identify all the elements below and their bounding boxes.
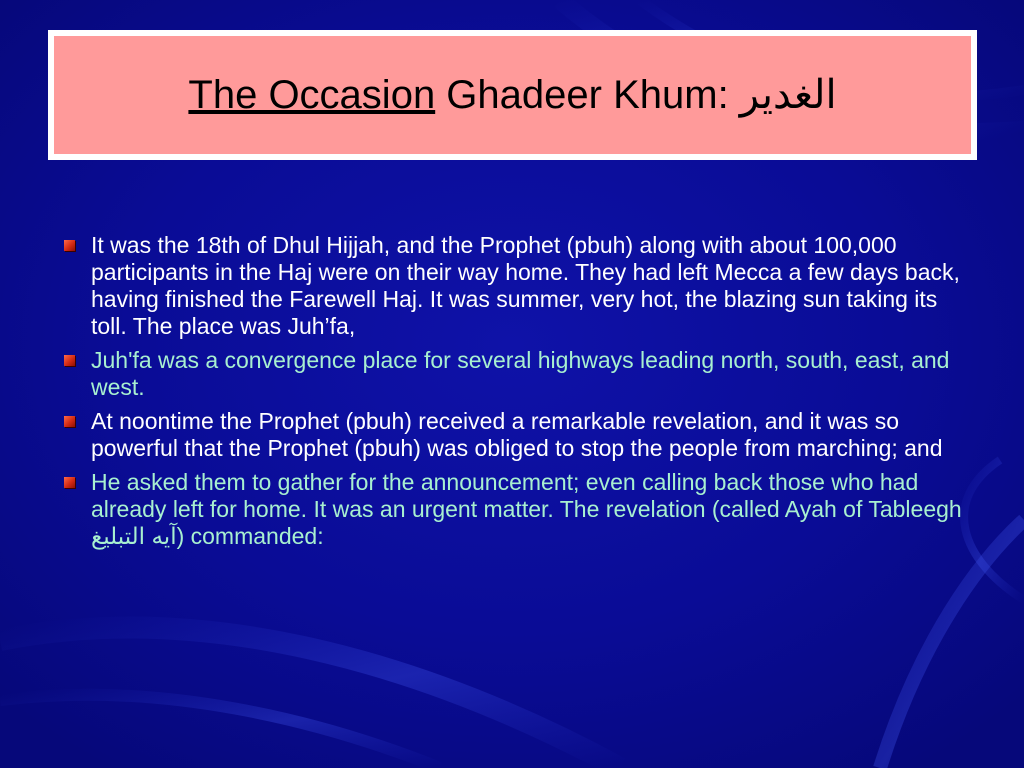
bullet-square-icon: [64, 477, 75, 488]
bullet-item: [64, 469, 964, 550]
title-panel: [54, 36, 971, 154]
bullet-text: It was the 18th of Dhul Hijjah, and the Prophet (pbuh) along with about 100,000 participants in the Haj were on their way home. They had left Mecca a few days back, having finished the Farewell Haj. It was summer, very hot, the blazing sun taking its toll. The place was Juh’fa,: [91, 232, 960, 339]
bullet-square-icon: [64, 355, 75, 366]
title-underlined-text: The Occasion: [188, 73, 436, 117]
bullet-text: At noontime the Prophet (pbuh) received a remarkable revelation, and it was so powerful that the Prophet (pbuh) was obliged to stop the people from marching; and: [91, 408, 943, 461]
bullet-list: [64, 232, 964, 557]
bullet-square-icon: [64, 416, 75, 427]
bullet-item: [64, 408, 964, 462]
bullet-text: He asked them to gather for the announcement; even calling back those who had already left for home. It was an urgent matter. The revelation (called Ayah of Tableegh آيه التبليغ) commanded:: [91, 469, 962, 549]
title-box: [48, 30, 977, 160]
bullet-item: [64, 347, 964, 401]
slide-title: [188, 72, 836, 118]
bullet-text: Juh'fa was a convergence place for several highways leading north, south, east, and west.: [91, 347, 950, 400]
title-rest-text: Ghadeer Khum: الغدير: [435, 73, 837, 117]
bullet-item: [64, 232, 964, 340]
bullet-square-icon: [64, 240, 75, 251]
